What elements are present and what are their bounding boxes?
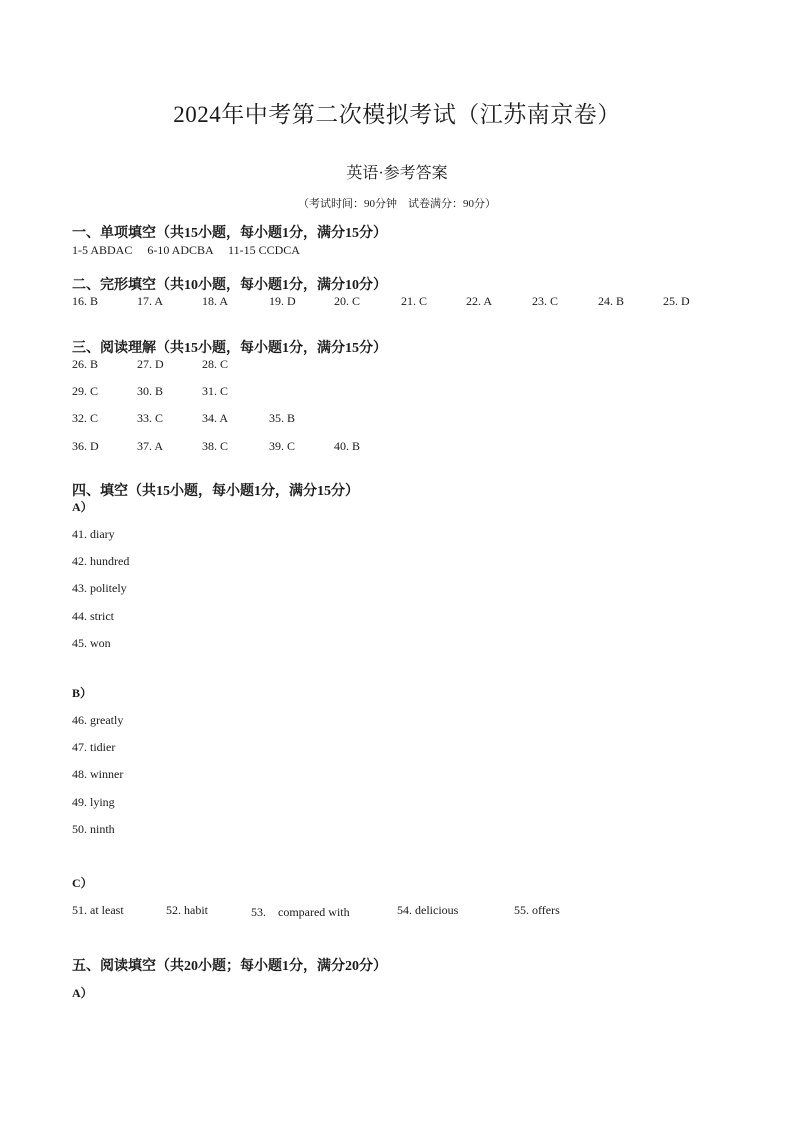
answer-item: 20. C <box>334 294 361 308</box>
answer-item: 18. A <box>202 294 229 308</box>
answer-item: 28. C <box>202 357 229 371</box>
answer-item: 36. D <box>72 439 99 453</box>
answer-item: 35. B <box>269 411 296 425</box>
answer-item: 19. D <box>269 294 296 308</box>
answer-item: 51. at least <box>72 903 124 917</box>
answer-item: 23. C <box>532 294 559 308</box>
section-4-part-b-label: B） <box>72 686 93 700</box>
answer-item: 24. B <box>598 294 625 308</box>
answer-item: 43. politely <box>72 581 127 596</box>
section-5-part-a-label: A） <box>72 986 93 1000</box>
answer-item: 17. A <box>137 294 164 308</box>
answer-item: 37. A <box>137 439 164 453</box>
answer-item: 31. C <box>202 384 229 398</box>
section-5-heading: 五、阅读填空（共20小题；每小题1分，满分20分） <box>72 959 387 974</box>
answer-item: 42. hundred <box>72 554 130 569</box>
answer-item: 41. diary <box>72 527 115 541</box>
answer-item: 27. D <box>137 357 164 371</box>
answer-item: 21. C <box>401 294 428 308</box>
section-4-part-a-label: A） <box>72 500 93 514</box>
answer-item: 45. won <box>72 635 111 650</box>
answer-item: 48. winner <box>72 767 124 782</box>
answer-item: 44. strict <box>72 608 114 623</box>
section-3-heading: 三、阅读理解（共15小题，每小题1分，满分15分） <box>72 341 387 356</box>
answer-item: 39. C <box>269 439 296 453</box>
answer-item: 34. A <box>202 411 229 425</box>
section-1-answers: 1-5 ABDAC 6-10 ADCBA 11-15 CCDCA <box>72 243 300 257</box>
answer-item: 26. B <box>72 357 99 371</box>
answer-item: 40. B <box>334 439 361 453</box>
answer-item: 52. habit <box>166 903 208 917</box>
answer-item: 47. tidier <box>72 740 116 755</box>
answer-item: 38. C <box>202 439 229 453</box>
answer-item: 54. delicious <box>397 903 459 917</box>
answer-item: 25. D <box>663 294 690 308</box>
answer-item: 29. C <box>72 384 99 398</box>
answer-item: 33. C <box>137 411 164 425</box>
answer-item: 16. B <box>72 294 99 308</box>
answer-item: 55. offers <box>514 903 560 917</box>
answer-item: 22. A <box>466 294 493 308</box>
section-1-heading: 一、单项填空（共15小题，每小题1分，满分15分） <box>72 226 387 241</box>
answer-item: 49. lying <box>72 794 115 809</box>
section-4-heading: 四、填空（共15小题，每小题1分，满分15分） <box>72 484 359 499</box>
page-title: 2024年中考第二次模拟考试（江苏南京卷） <box>173 102 621 127</box>
page-subtitle: 英语·参考答案 <box>346 165 448 182</box>
answer-item: 32. C <box>72 411 99 425</box>
answer-item: 53. compared with <box>251 905 350 919</box>
answer-item: 50. ninth <box>72 821 115 836</box>
answer-item: 30. B <box>137 384 164 398</box>
answer-item: 46. greatly <box>72 713 124 727</box>
section-2-heading: 二、完形填空（共10小题，每小题1分，满分10分） <box>72 278 387 293</box>
section-4-part-c-label: C） <box>72 876 93 890</box>
exam-note: （考试时间：90分钟 试卷满分：90分） <box>298 198 496 210</box>
